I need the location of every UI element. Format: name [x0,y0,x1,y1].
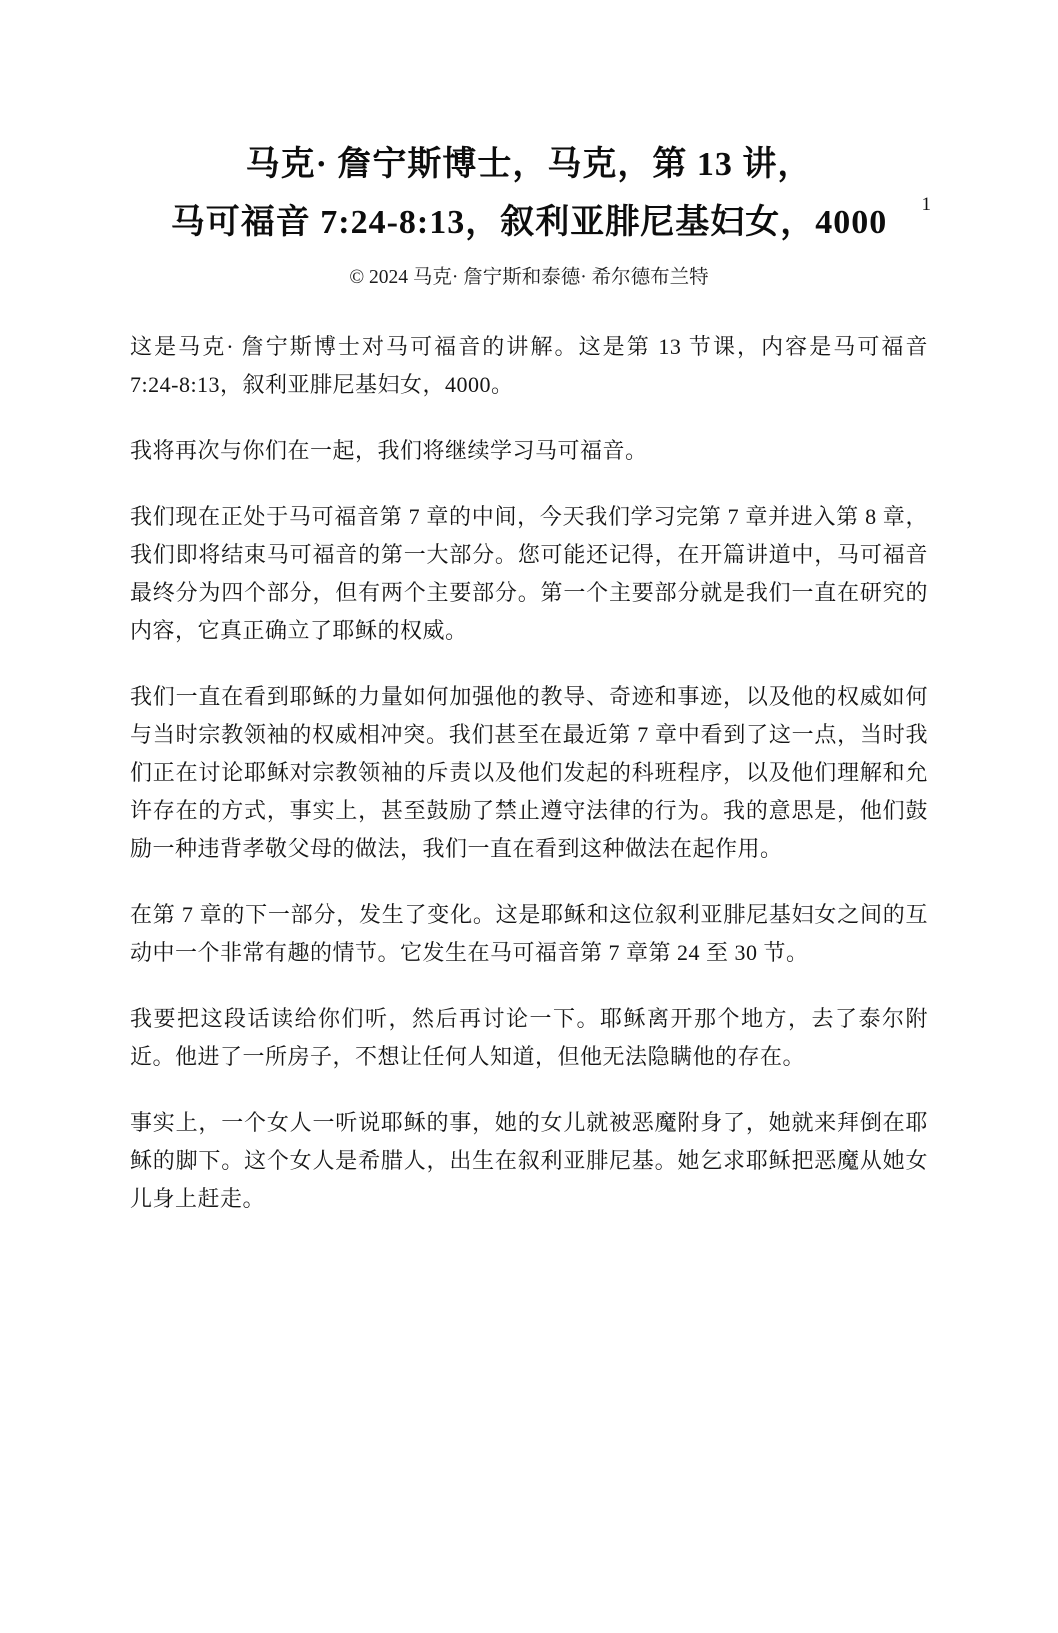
paragraph: 我将再次与你们在一起，我们将继续学习马可福音。 [130,438,648,463]
paragraph: 在第 7 章的下一部分，发生了变化。这是耶稣和这位叙利亚腓尼基妇女之间的互动中一个非常有趣的情节。它发生在马可福音第 7 章第 24 至 30 节。 [130,902,928,965]
paragraph: 这是马克· 詹宁斯博士对马可福音的讲解。这是第 13 节课，内容是马可福音 7:24-8:13，叙利亚腓尼基妇女，4000。 [130,334,928,397]
document-title-line-2: 马可福音 7:24-8:13，叙利亚腓尼基妇女，4000 [170,204,888,241]
paragraph: 我要把这段话读给你们听，然后再讨论一下。耶稣离开那个地方，去了泰尔附近。他进了一所房子，不想让任何人知道，但他无法隐瞒他的存在。 [130,1006,928,1069]
document-title [130,136,928,252]
document-page [0,136,1058,1633]
page-content [0,136,1058,1218]
paragraph: 我们现在正处于马可福音第 7 章的中间，今天我们学习完第 7 章并进入第 8 章，我们即将结束马可福音的第一大部分。您可能还记得，在开篇讲道中，马可福音最终分为四个部分，但有两个主要部分。第一个主要部分就是我们一直在研究的内容，它真正确立了耶稣的权威。 [130,504,928,643]
document-title-line-1: 马克· 詹宁斯博士，马克，第 13 讲， [245,146,813,183]
copyright-line: © 2024 马克· 詹宁斯和泰德· 希尔德布兰特 [349,267,709,288]
paragraph: 我们一直在看到耶稣的力量如何加强他的教导、奇迹和事迹，以及他的权威如何与当时宗教领袖的权威相冲突。我们甚至在最近第 7 章中看到了这一点，当时我们正在讨论耶稣对宗教领袖的斥责以及他们发起的科班程序，以及他们理解和允许存在的方式，事实上，甚至鼓励了禁止遵守法律的行为。我的意思是，他们鼓励一种违背孝敬父母的做法，我们一直在看到这种做法在起作用。 [130,684,928,861]
document-body [130,328,928,1218]
page-number: 1 [921,194,931,215]
paragraph: 事实上，一个女人一听说耶稣的事，她的女儿就被恶魔附身了，她就来拜倒在耶稣的脚下。这个女人是希腊人，出生在叙利亚腓尼基。她乞求耶稣把恶魔从她女儿身上赶走。 [130,1110,928,1211]
